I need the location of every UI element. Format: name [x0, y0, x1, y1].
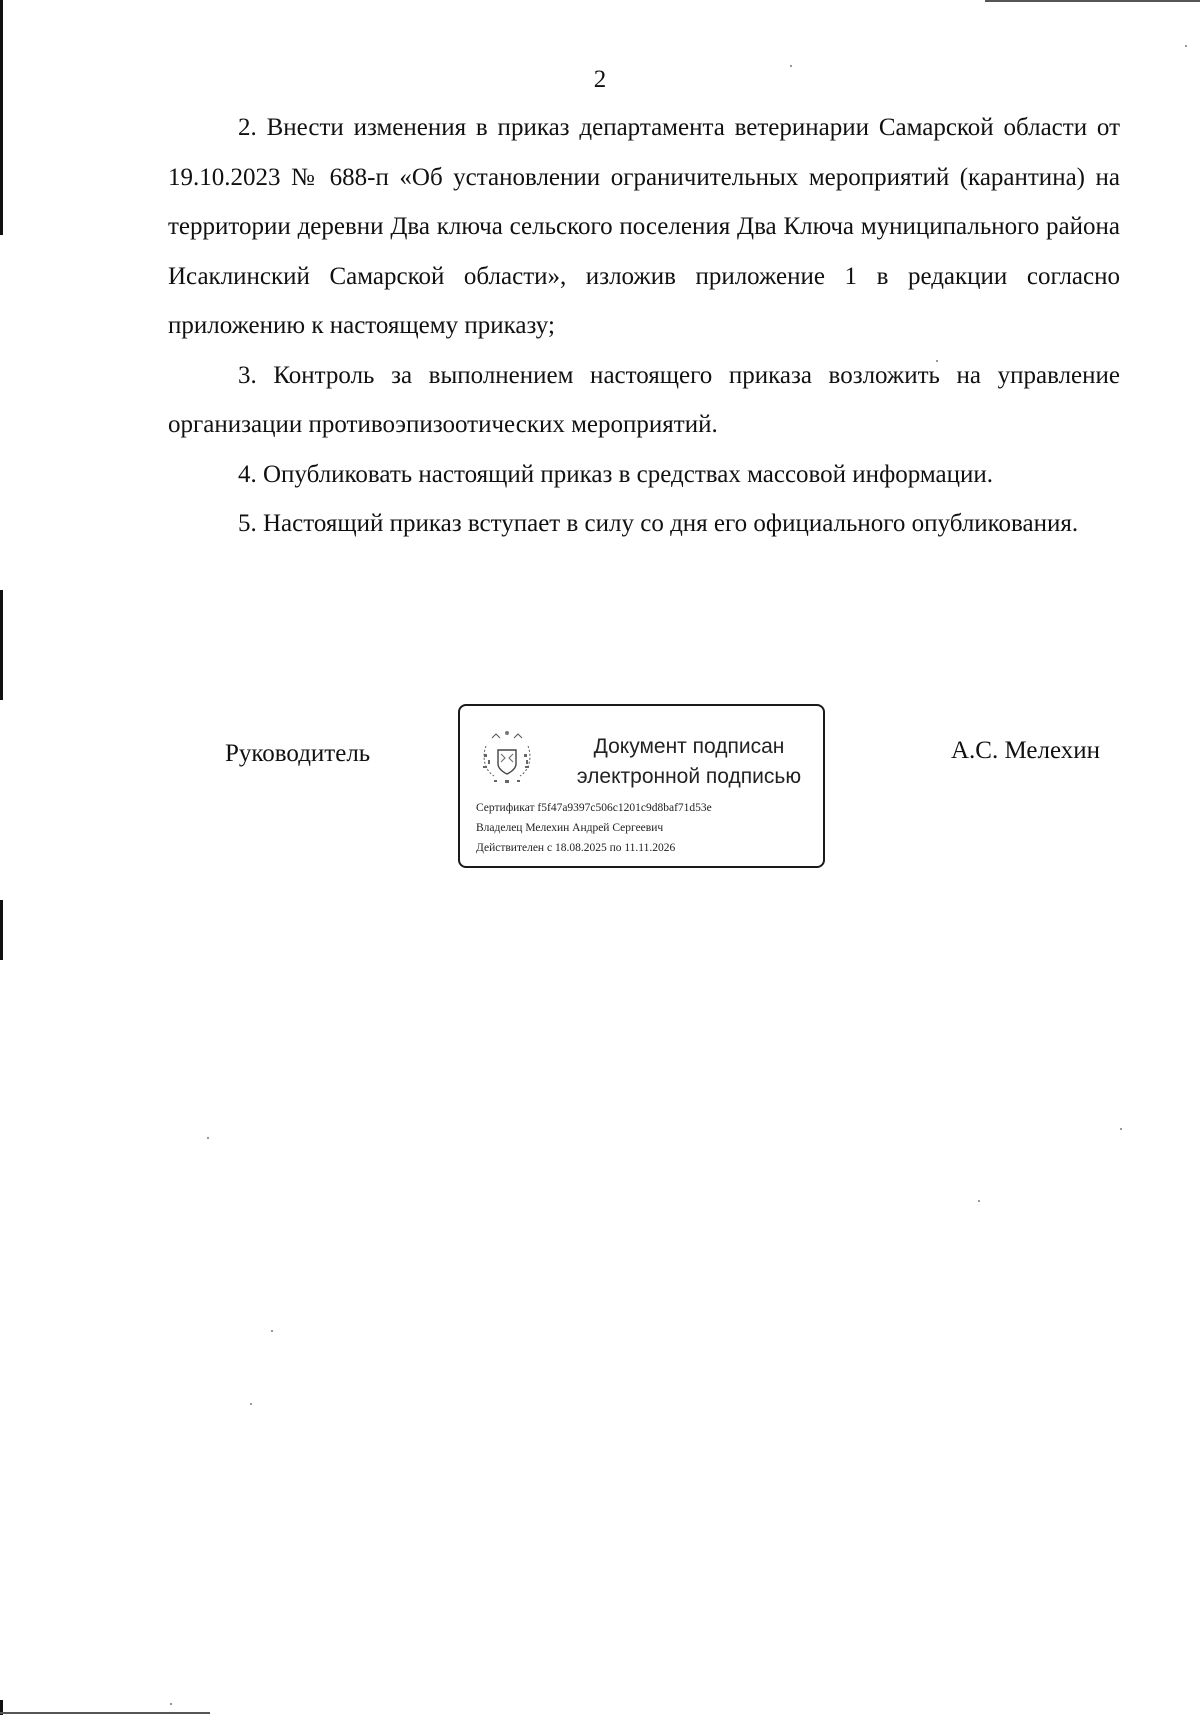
paragraph-5: 5. Настоящий приказ вступает в силу со дня его официального опубликования.	[238, 510, 1079, 537]
scan-speck	[207, 1137, 209, 1139]
scan-speck	[1120, 1128, 1122, 1130]
stamp-details	[476, 798, 816, 858]
signer-name: А.С. Мелехин	[951, 737, 1100, 764]
paragraph-3: 3. Контроль за выполнением настоящего приказа возложить на управление организации противоэпизоотических мероприятий.	[168, 361, 1120, 438]
scan-edge-mark	[0, 900, 3, 960]
paragraph-2: 2. Внести изменения в приказ департамента ветеринарии Самарской области от 19.10.2023 № 688-п «Об установлении ограничительных мероприятий (карантина) на территории деревни Два ключа сельского поселения Два Ключа муниципального района Исаклинский Самарской области», изложив приложение 1 в редакции согласно приложению к настоящему приказу;	[168, 114, 1120, 339]
stamp-certificate: Сертификат f5f47a9397c506c1201c9d8baf71d53e	[476, 802, 712, 814]
signer-role: Руководитель	[225, 740, 371, 767]
scan-speck	[978, 1200, 980, 1202]
coat-of-arms-icon	[474, 724, 540, 790]
stamp-owner: Владелец Мелехин Андрей Сергеевич	[476, 822, 664, 834]
stamp-title-line: Документ подписан	[593, 735, 785, 758]
order-body	[168, 103, 1120, 549]
stamp-title-line: электронной подписью	[576, 765, 802, 788]
scan-edge-line	[985, 0, 1200, 2]
scan-speck	[1185, 45, 1187, 47]
page-number: 2	[593, 66, 607, 93]
electronic-signature-stamp	[458, 704, 825, 868]
paragraph-4: 4. Опубликовать настоящий приказ в средствах массовой информации.	[238, 460, 994, 488]
scan-edge-mark	[0, 0, 3, 235]
scan-edge-mark	[0, 590, 3, 700]
scan-speck	[271, 1330, 273, 1332]
stamp-validity: Действителен с 18.08.2025 по 11.11.2026	[476, 842, 676, 854]
scan-edge-line	[0, 1712, 210, 1714]
scan-speck	[170, 1703, 172, 1705]
scan-speck	[250, 1403, 252, 1405]
stamp-title	[560, 732, 818, 792]
